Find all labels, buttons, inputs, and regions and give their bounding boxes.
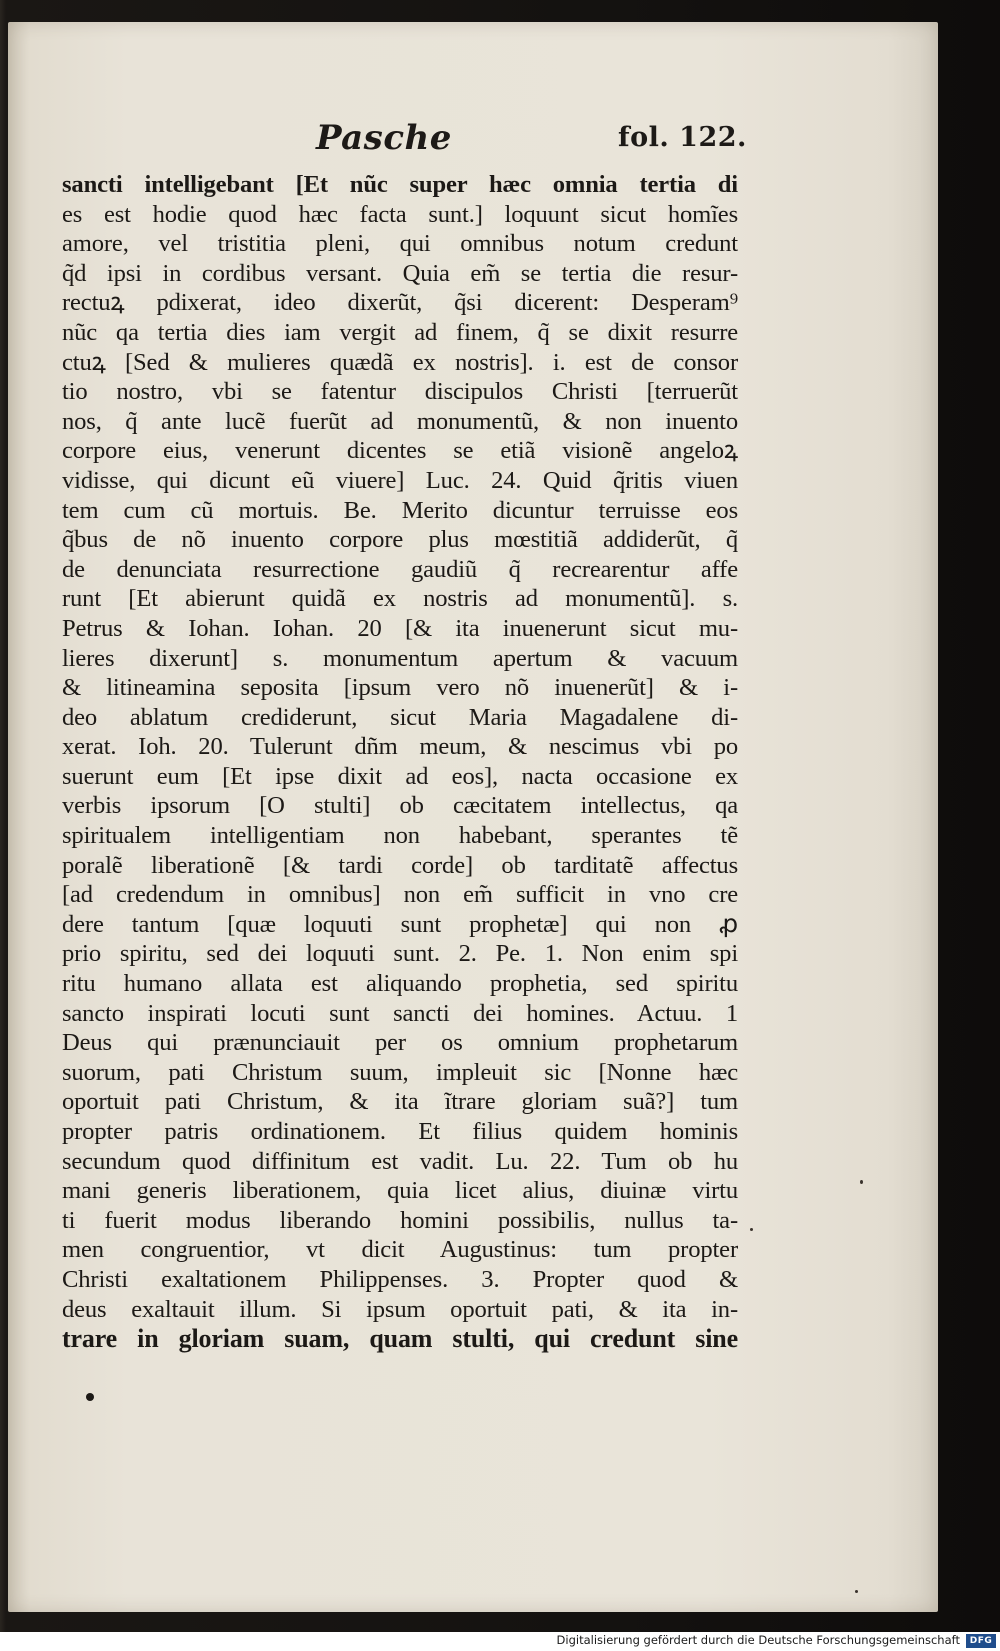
text-line: suerunt eum [Et ipse dixit ad eos], nacta occasione ex bbox=[62, 762, 738, 790]
text-line: & litineamina seposita [ipsum vero nõ inuenerũt] & i- bbox=[62, 674, 738, 702]
text-line: ctuꝝ [Sed & mulieres quædã ex nostris]. i. est de consor bbox=[62, 348, 738, 376]
text-line: ritu humano allata est aliquando prophetia, sed spiritu bbox=[62, 970, 738, 998]
body-text bbox=[62, 170, 738, 1354]
text-line: deus exaltauit illum. Si ipsum oportuit pati, & ita in- bbox=[62, 1295, 738, 1323]
text-line: nũc qa tertia dies iam vergit ad finem, q̃ se dixit resurre bbox=[62, 318, 738, 346]
text-line: de denunciata resurrectione gaudiũ q̃ recrearentur affe bbox=[62, 555, 738, 583]
text-line: amore, vel tristitia pleni, qui omnibus notum credunt bbox=[62, 230, 738, 258]
text-line: runt [Et abierunt quidã ex nostris ad monumentũ]. s. bbox=[62, 585, 738, 613]
text-line: Deus qui prænunciauit per os omnium prophetarum bbox=[62, 1029, 738, 1057]
text-line: xerat. Ioh. 20. Tulerunt dñm meum, & nescimus vbi po bbox=[62, 733, 738, 761]
digitization-credit: Digitalisierung gefördert durch die Deutsche Forschungsgemeinschaft bbox=[556, 1633, 960, 1647]
ink-speck bbox=[750, 1228, 753, 1231]
text-line: q̃bus de nõ inuento corpore plus mœstitiã addiderũt, q̃ bbox=[62, 526, 738, 554]
ink-speck bbox=[860, 1180, 863, 1184]
running-head: Pasche bbox=[316, 118, 452, 158]
ink-dot bbox=[86, 1393, 94, 1401]
text-line: corpore eius, venerunt dicentes se etiã visionẽ angeloꝝ bbox=[62, 437, 738, 465]
dfg-logo: DFG bbox=[966, 1634, 996, 1648]
ink-speck bbox=[855, 1590, 858, 1593]
text-line: q̃d ipsi in cordibus versant. Quia em̃ se tertia die resur- bbox=[62, 259, 738, 287]
text-line: mani generis liberationem, quia licet alius, diuinæ virtu bbox=[62, 1177, 738, 1205]
text-line: verbis ipsorum [O stulti] ob cæcitatem intellectus, qa bbox=[62, 792, 738, 820]
text-line: trare in gloriam suam, quam stulti, qui credunt sine bbox=[62, 1324, 738, 1354]
text-line: spiritualem intelligentiam non habebant, sperantes tẽ bbox=[62, 822, 738, 850]
text-line: secundum quod diffinitum est vadit. Lu. 22. Tum ob hu bbox=[62, 1147, 738, 1175]
text-line: sancti intelligebant [Et nũc super hæc omnia tertia di bbox=[62, 171, 738, 198]
text-line: nos, q̃ ante lucẽ fuerũt ad monumentũ, & non inuento bbox=[62, 407, 738, 435]
text-line: ti fuerit modus liberando homini possibilis, nullus ta- bbox=[62, 1206, 738, 1234]
text-line: rectuꝝ pdixerat, ideo dixerũt, q̃si dicerent: Desperam⁹ bbox=[62, 289, 738, 317]
text-line: Christi exaltationem Philippenses. 3. Propter quod & bbox=[62, 1265, 738, 1293]
text-line: es est hodie quod hæc facta sunt.] loquunt sicut homĩes bbox=[62, 200, 738, 228]
text-line: Petrus & Iohan. Iohan. 20 [& ita inuenerunt sicut mu- bbox=[62, 614, 738, 642]
text-line: tio nostro, vbi se fatentur discipulos Christi [terruerũt bbox=[62, 378, 738, 406]
text-line: lieres dixerunt] s. monumentum apertum & vacuum bbox=[62, 644, 738, 672]
text-line: deo ablatum crediderunt, sicut Maria Magadalene di- bbox=[62, 703, 738, 731]
text-line: dere tantum [quæ loquuti sunt prophetæ] qui non ꝓ bbox=[62, 910, 738, 938]
text-line: propter patris ordinationem. Et filius quidem hominis bbox=[62, 1118, 738, 1145]
page-header bbox=[0, 118, 1000, 158]
text-line: oportuit pati Christum, & ita ĩtrare gloriam suã?] tum bbox=[62, 1088, 738, 1116]
text-line: sancto inspirati locuti sunt sancti dei homines. Actuu. 1 bbox=[62, 999, 738, 1027]
text-line: men congruentior, vt dicit Augustinus: tum propter bbox=[62, 1236, 738, 1264]
text-line: prio spiritu, sed dei loquuti sunt. 2. Pe. 1. Non enim spi bbox=[62, 940, 738, 968]
folio-number: fol. 122. bbox=[618, 122, 747, 153]
text-line: tem cum cũ mortuis. Be. Merito dicuntur terruisse eos bbox=[62, 496, 738, 524]
text-line: vidisse, qui dicunt eũ viuere] Luc. 24. Quid q̃ritis viuen bbox=[62, 466, 738, 494]
text-line: poralẽ liberationẽ [& tardi corde] ob tarditatẽ affectus bbox=[62, 851, 738, 879]
text-line: suorum, pati Christum suum, impleuit sic [Nonne hæc bbox=[62, 1058, 738, 1086]
text-line: [ad credendum in omnibus] non em̃ sufficit in vno cre bbox=[62, 881, 738, 909]
